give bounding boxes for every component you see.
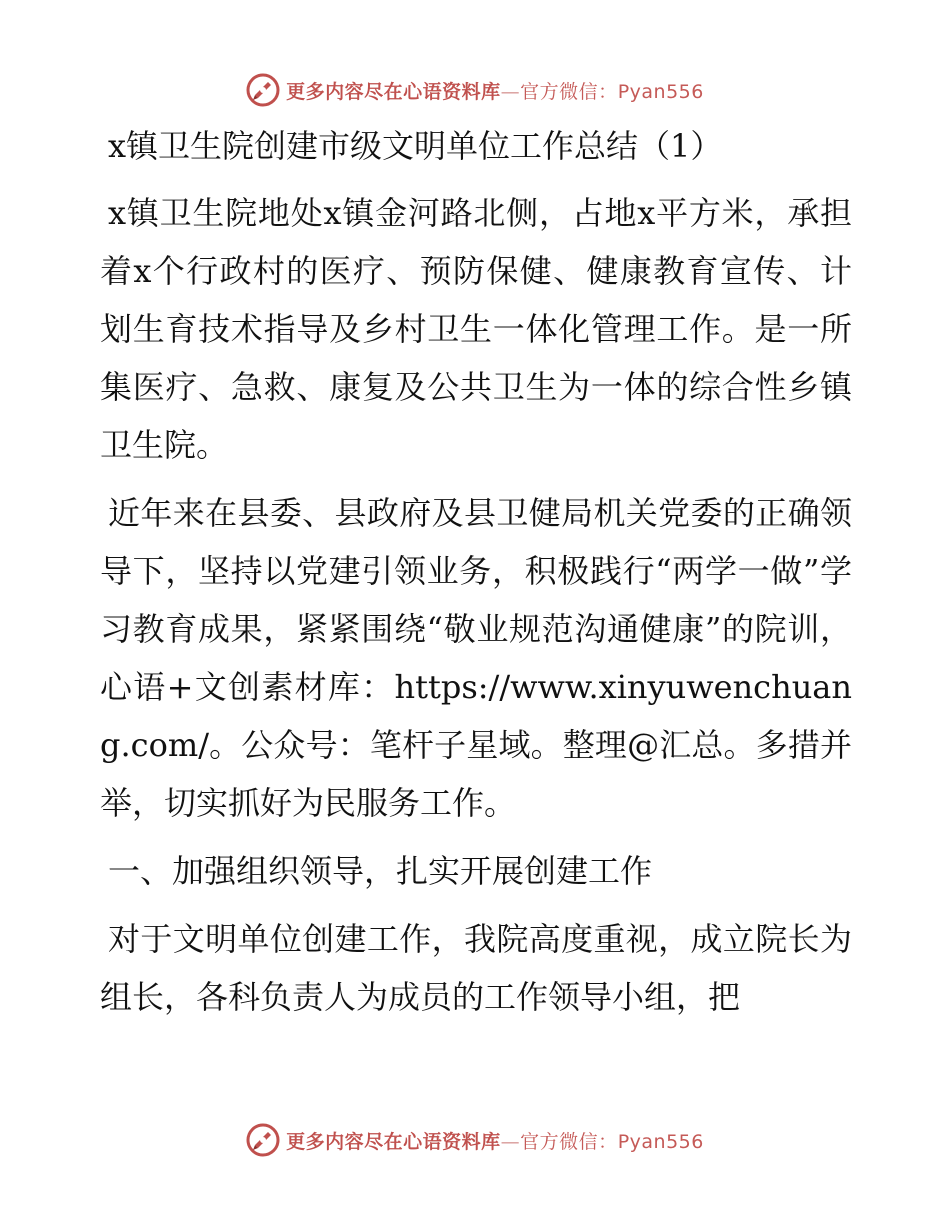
- watermark-bottom: [246, 1123, 704, 1157]
- watermark-weixin-label: 官方微信：: [520, 80, 618, 103]
- watermark-weixin-label: 官方微信：: [520, 1130, 618, 1153]
- watermark-dash: —: [500, 1130, 521, 1153]
- watermark-dash: —: [500, 80, 521, 103]
- logo-icon: [246, 73, 280, 107]
- watermark-main: 更多内容尽在心语资料库: [286, 1130, 501, 1153]
- page-footer: [0, 1120, 950, 1160]
- watermark-text: [286, 77, 704, 104]
- paragraph-leadership: 近年来在县委、县政府及县卫健局机关党委的正确领导下，坚持以党建引领业务，积极践行“两学一做”学习教育成果，紧紧围绕“敬业规范沟通健康”的院训，心语+文创素材库：https://www.xinyuwenchuang.com/。公众号：笔杆子星域。整理@汇总。多措并举，切实抓好为民服务工作。: [100, 494, 852, 822]
- watermark-top: [246, 73, 704, 107]
- watermark-text: [286, 1127, 704, 1154]
- logo-icon: [246, 1123, 280, 1157]
- section-paragraph: 对于文明单位创建工作，我院高度重视，成立院长为组长，各科负责人为成员的工作领导小组，把: [100, 920, 852, 1016]
- section-heading: 一、加强组织领导，扎实开展创建工作: [108, 852, 653, 890]
- watermark-main: 更多内容尽在心语资料库: [286, 80, 501, 103]
- paragraph-intro: x镇卫生院地处x镇金河路北侧，占地x平方米，承担着x个行政村的医疗、预防保健、健康教育宣传、计划生育技术指导及乡村卫生一体化管理工作。是一所集医疗、急救、康复及公共卫生为一体的综合性乡镇卫生院。: [100, 194, 852, 464]
- watermark-weixin-id: Pyan556: [617, 80, 704, 103]
- page-header: [0, 70, 950, 110]
- watermark-weixin-id: Pyan556: [617, 1130, 704, 1153]
- document-title: x镇卫生院创建市级文明单位工作总结（1）: [108, 127, 723, 165]
- document-body: [100, 118, 852, 1036]
